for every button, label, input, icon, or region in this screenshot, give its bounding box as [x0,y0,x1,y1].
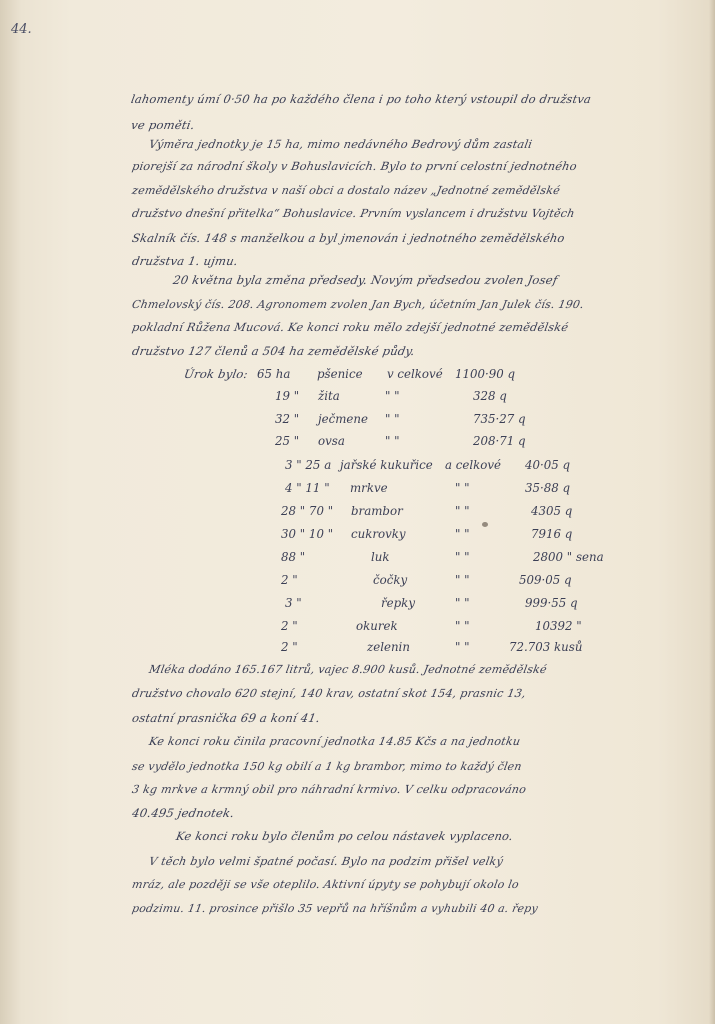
harvest-qty: 3 " [285,596,302,610]
harvest-ditto: " " [455,481,470,495]
harvest-qty: 2 " [281,619,298,633]
text-line: družstvo chovalo 620 stejní, 140 krav, ostatní skot 154, prasnic 13, [131,687,527,700]
harvest-row [285,596,605,614]
harvest-row [281,550,611,568]
text-line: se vydělo jednotka 150 kg obilí a 1 kg brambor, mimo to každý člen [131,760,523,773]
text-line: Skalník čís. 148 s manželkou a byl jmenován i jednotného zemědělského [131,231,566,245]
harvest-qty: 2 " [281,573,298,587]
harvest-crop: jařské kukuřice [340,458,433,472]
harvest-crop: řepky [381,596,415,610]
harvest-value: 40·05 q [525,458,571,472]
harvest-row [285,481,605,499]
harvest-qty: 65 ha [257,367,291,381]
harvest-qty: 25 " [275,434,300,448]
text-line: Ke konci roku činila pracovní jednotka 14.85 Kčs a na jednotku [148,735,522,748]
text-line: ostatní prasnička 69 a koní 41. [131,711,322,725]
text-line: piorejší za národní školy v Bohuslavicích. Bylo to první celostní jednotného [131,160,578,173]
text-line: Mléka dodáno 165.167 litrů, vajec 8.900 kusů. Jednotné zemědělské [148,663,548,676]
harvest-value: 1100·90 q [455,367,516,381]
text-line: 20 května byla změna předsedy. Novým předsedou zvolen Josef [172,273,559,287]
harvest-row [281,527,601,545]
harvest-crop: zelenin [367,640,410,654]
text-line: pokladní Růžena Mucová. Ke konci roku mělo zdejší jednotné zemědělské [131,321,570,334]
text-line: ve poměti. [130,118,196,132]
harvest-crop: ovsa [318,434,345,448]
text-line: družstva 1. ujmu. [131,254,240,268]
harvest-value: 10392 " [535,619,582,633]
text-line: podzimu. 11. prosince přišlo 35 vepřů na hříšnům a vyhubili 40 a. řepy [131,902,539,915]
page-edge-shadow [709,0,715,1024]
harvest-value: 4305 q [531,504,573,518]
harvest-crop: ječmene [318,412,368,426]
text-line: družstvo 127 členů a 504 ha zemědělské půdy. [131,344,416,358]
harvest-value: 208·71 q [473,434,526,448]
harvest-qty: 19 " [275,389,300,403]
harvest-ditto: " " [455,573,470,587]
page-number: 44. [11,22,32,37]
harvest-qty: 3 " 25 a [285,458,332,472]
harvest-ditto: " " [385,434,400,448]
harvest-ditto: " " [455,550,470,564]
text-line: zemědělského družstva v naší obci a dostalo název „Jednotné zemědělské [131,184,562,197]
harvest-value: 2800 " sena [533,550,604,564]
text-line: družstvo dnešní přitelka“ Bohuslavice. Prvním vyslancem i družstvu Vojtěch [131,207,576,220]
text-line: Ke konci roku bylo členům po celou nástavek vyplaceno. [175,829,515,843]
harvest-value: 72.703 kusů [509,640,583,654]
harvest-value: 7916 q [531,527,573,541]
harvest-row [275,412,595,430]
harvest-ditto: " " [455,619,470,633]
text-line: lahomenty úmí 0·50 ha po každého člena i po toho který vstoupil do družstva [130,92,593,106]
harvest-row [257,367,587,385]
harvest-label: Úrok bylo: [183,367,250,381]
harvest-value: 35·88 q [525,481,571,495]
harvest-ditto: " " [385,412,400,426]
harvest-row [285,458,605,476]
text-line: 40.495 jednotek. [131,806,236,820]
harvest-crop: čočky [373,573,408,587]
text-line: Výměra jednotky je 15 ha, mimo nedávného Bedrový dům zastali [148,138,534,151]
harvest-row [275,389,595,407]
harvest-crop: okurek [356,619,398,633]
harvest-row [281,619,601,637]
harvest-qty: 32 " [275,412,300,426]
harvest-crop: luk [371,550,390,564]
text-line: 3 kg mrkve a krmný obil pro náhradní krmivo. V celku odpracováno [131,783,528,796]
harvest-crop: brambor [351,504,403,518]
harvest-crop: žita [318,389,340,403]
harvest-qty: 4 " 11 " [285,481,330,495]
harvest-qty: 30 " 10 " [281,527,334,541]
harvest-qty: 88 " [281,550,306,564]
harvest-value: 328 q [473,389,507,403]
text-line: Chmelovský čís. 208. Agronomem zvolen Jan Bych, účetním Jan Julek čís. 190. [131,298,585,311]
harvest-ditto: a celkové [445,458,502,472]
text-line: V těch bylo velmi špatné počasí. Bylo na podzim přišel velký [148,855,505,868]
harvest-row [281,640,611,658]
harvest-value: 999·55 q [525,596,578,610]
harvest-ditto: " " [455,596,470,610]
harvest-ditto: " " [455,527,470,541]
harvest-ditto: " " [455,640,470,654]
harvest-ditto: " " [385,389,400,403]
harvest-qty: 28 " 70 " [281,504,334,518]
harvest-row [281,504,601,522]
harvest-ditto: v celkové [387,367,443,381]
harvest-crop: cukrovky [351,527,406,541]
ink-blot [482,522,488,527]
harvest-ditto: " " [455,504,470,518]
harvest-value: 509·05 q [519,573,572,587]
harvest-row [281,573,601,591]
text-line: mráz, ale později se vše oteplilo. Aktivní úpyty se pohybují okolo lo [131,878,520,891]
harvest-value: 735·27 q [473,412,526,426]
harvest-row [275,434,595,452]
harvest-crop: pšenice [317,367,363,381]
harvest-qty: 2 " [281,640,298,654]
harvest-crop: mrkve [350,481,388,495]
